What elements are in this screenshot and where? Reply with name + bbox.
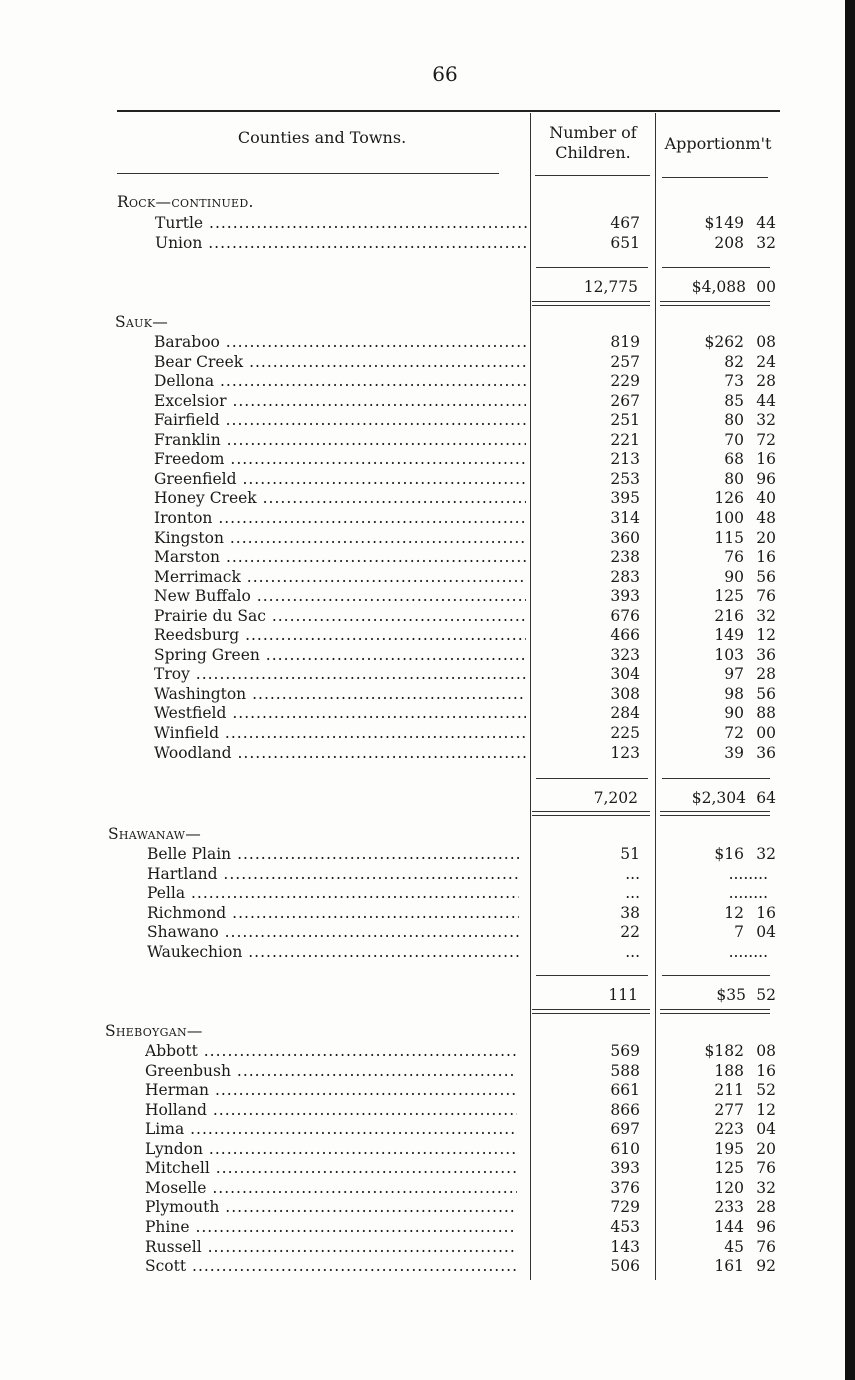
children-count: 506: [610, 1257, 640, 1276]
apportionment-dollars: 97: [724, 665, 744, 684]
children-count: ...: [625, 864, 640, 883]
header-underline-apportionment: [662, 177, 768, 178]
apportionment-dollars: ........: [728, 942, 768, 961]
town-name: Westfield .....: [154, 704, 526, 723]
town-name: Bear Creek .....: [154, 353, 526, 372]
table-row: [0, 744, 855, 763]
apportionment-dollars: 115: [714, 528, 744, 547]
table-row: [0, 845, 855, 864]
town-name: Marston .....: [154, 548, 526, 567]
county-heading: Sauk—: [115, 313, 169, 331]
town-name: Prairie du Sac .....: [154, 607, 526, 626]
apportionment-cents: 20: [756, 1139, 776, 1158]
children-count: 308: [610, 684, 640, 703]
table-row: [0, 704, 855, 723]
subtotal-children: 111: [608, 986, 638, 1004]
subtotal-rule-apportionment: [662, 778, 770, 779]
children-count: 360: [610, 528, 640, 547]
apportionment-cents: 52: [756, 1081, 776, 1100]
table-row: [0, 509, 855, 528]
table-row: [0, 923, 855, 942]
children-count: 393: [610, 587, 640, 606]
double-rule-children: [532, 811, 650, 816]
children-count: 866: [610, 1100, 640, 1119]
town-name: Hartland .....: [147, 865, 519, 884]
county-heading: Shawanaw—: [108, 825, 202, 843]
subtotal-rule-children: [536, 267, 648, 268]
apportionment-dollars: 161: [714, 1257, 744, 1276]
table-row: [0, 1179, 855, 1198]
apportionment-cents: 56: [756, 567, 776, 586]
apportionment-dollars: 90: [724, 704, 744, 723]
apportionment-cents: 32: [756, 233, 776, 252]
children-count: 376: [610, 1178, 640, 1197]
town-name: Waukechion .....: [147, 943, 519, 962]
apportionment-cents: 20: [756, 528, 776, 547]
apportionment-dollars: 72: [724, 724, 744, 742]
children-count: 610: [610, 1139, 640, 1158]
table-row: [0, 607, 855, 626]
table-row: [0, 548, 855, 567]
children-count: 393: [610, 1159, 640, 1178]
apportionment-cents: 28: [756, 1198, 776, 1217]
children-count: 267: [610, 391, 640, 410]
table-row: [0, 529, 855, 548]
apportionment-dollars: 208: [714, 233, 744, 252]
subtotal-dollars: $4,088: [691, 278, 746, 296]
children-count: 251: [610, 411, 640, 430]
table-row: [0, 450, 855, 469]
children-count: 467: [610, 214, 640, 232]
apportionment-cents: 16: [756, 450, 776, 469]
apportionment-dollars: 120: [714, 1178, 744, 1197]
children-count: 651: [610, 233, 640, 252]
apportionment-dollars: 80: [724, 411, 744, 430]
subtotal-dollars: $2,304: [691, 789, 746, 807]
children-count: 257: [610, 352, 640, 371]
table-row: [0, 353, 855, 372]
town-name: Fairfield .....: [154, 411, 526, 430]
apportionment-dollars: 277: [714, 1100, 744, 1119]
apportionment-cents: 76: [756, 1159, 776, 1178]
apportionment-dollars: 211: [714, 1081, 744, 1100]
double-rule-apportionment: [660, 301, 770, 306]
subtotal-rule-children: [536, 778, 648, 779]
apportionment-dollars: 188: [714, 1061, 744, 1080]
town-name: Shawano .....: [147, 923, 519, 942]
town-name: Kingston .....: [154, 529, 526, 548]
table-row: [0, 884, 855, 903]
children-count: 697: [610, 1120, 640, 1139]
apportionment-cents: 04: [756, 1120, 776, 1139]
town-name: Union .....: [155, 234, 527, 253]
children-count: 221: [610, 430, 640, 449]
table-row: [0, 1101, 855, 1120]
town-name: Woodland .....: [154, 744, 526, 763]
children-count: 661: [610, 1081, 640, 1100]
children-count: ...: [625, 942, 640, 961]
county-heading: Rock—continued.: [117, 193, 254, 211]
town-name: Scott .....: [145, 1257, 517, 1276]
table-row: [0, 587, 855, 606]
children-count: 676: [610, 606, 640, 625]
apportionment-dollars: 45: [724, 1237, 744, 1256]
apportionment-dollars: 7: [734, 923, 744, 942]
header-apportionment: Apportionm't: [664, 134, 772, 153]
town-name: Winfield .....: [154, 724, 526, 743]
apportionment-cents: 24: [756, 352, 776, 371]
town-name: Lima .....: [145, 1120, 517, 1139]
apportionment-cents: 00: [756, 724, 776, 742]
children-count: 283: [610, 567, 640, 586]
town-name: Ironton .....: [154, 509, 526, 528]
table-row: [0, 214, 855, 233]
table-row: [0, 943, 855, 962]
apportionment-dollars: 80: [724, 469, 744, 488]
apportionment-cents: 92: [756, 1257, 776, 1276]
children-count: 304: [610, 665, 640, 684]
table-row: [0, 333, 855, 352]
children-count: 238: [610, 548, 640, 567]
children-count: 143: [610, 1237, 640, 1256]
apportionment-cents: 96: [756, 469, 776, 488]
header-number-of-children: [534, 123, 652, 163]
apportionment-dollars: 195: [714, 1139, 744, 1158]
apportionment-dollars: 149: [714, 626, 744, 645]
apportionment-dollars: 125: [714, 587, 744, 606]
children-count: 323: [610, 645, 640, 664]
town-name: Honey Creek .....: [154, 489, 526, 508]
town-name: Abbott .....: [145, 1042, 517, 1061]
subtotal-children: 7,202: [593, 789, 638, 807]
table-row: [0, 626, 855, 645]
subtotal-rule-apportionment: [662, 975, 770, 976]
children-count: ...: [625, 884, 640, 903]
children-count: 22: [620, 923, 640, 942]
apportionment-dollars: 85: [724, 391, 744, 410]
apportionment-dollars: ........: [728, 864, 768, 883]
town-name: Holland .....: [145, 1101, 517, 1120]
apportionment-dollars: $149: [704, 214, 744, 232]
apportionment-cents: 32: [756, 606, 776, 625]
town-name: Belle Plain .....: [147, 845, 519, 864]
table-row: [0, 665, 855, 684]
apportionment-dollars: 98: [724, 684, 744, 703]
table-row: [0, 1140, 855, 1159]
town-name: Lyndon .....: [145, 1140, 517, 1159]
apportionment-cents: 16: [756, 548, 776, 567]
apportionment-cents: 76: [756, 1237, 776, 1256]
table-row: [0, 1062, 855, 1081]
children-count: 51: [620, 845, 640, 863]
apportionment-dollars: 216: [714, 606, 744, 625]
town-name: Troy .....: [154, 665, 526, 684]
apportionment-cents: 16: [756, 903, 776, 922]
apportionment-dollars: $182: [704, 1042, 744, 1060]
table-row: [0, 431, 855, 450]
children-count: 253: [610, 469, 640, 488]
children-count: 314: [610, 508, 640, 527]
apportionment-cents: 28: [756, 372, 776, 391]
town-name: Greenfield .....: [154, 470, 526, 489]
subtotal-rule-children: [536, 975, 648, 976]
table-row: [0, 1257, 855, 1276]
apportionment-cents: 44: [756, 391, 776, 410]
town-name: Dellona .....: [154, 372, 526, 391]
header-number-line-1: Number of: [549, 123, 637, 142]
town-name: Spring Green .....: [154, 646, 526, 665]
children-count: 284: [610, 704, 640, 723]
children-count: 453: [610, 1217, 640, 1236]
town-name: Reedsburg .....: [154, 626, 526, 645]
table-row: [0, 1238, 855, 1257]
table-row: [0, 685, 855, 704]
table-row: [0, 1218, 855, 1237]
town-name: Plymouth .....: [145, 1198, 517, 1217]
town-name: Phine .....: [145, 1218, 517, 1237]
double-rule-children: [532, 1009, 650, 1014]
top-rule: [117, 110, 780, 112]
table-row: [0, 1159, 855, 1178]
apportionment-cents: 12: [756, 1100, 776, 1119]
county-heading: Sheboygan—: [105, 1022, 203, 1040]
town-name: Excelsior .....: [154, 392, 526, 411]
apportionment-dollars: 126: [714, 489, 744, 508]
table-row: [0, 470, 855, 489]
subtotal-dollars: $35: [716, 986, 746, 1004]
header-number-line-2: Children.: [555, 143, 631, 162]
apportionment-cents: 56: [756, 684, 776, 703]
apportionment-dollars: 233: [714, 1198, 744, 1217]
table-row: [0, 489, 855, 508]
subtotal-cents: 00: [756, 278, 776, 296]
apportionment-cents: 88: [756, 704, 776, 723]
header-underline-number: [535, 175, 650, 176]
apportionment-dollars: 68: [724, 450, 744, 469]
apportionment-cents: 48: [756, 508, 776, 527]
apportionment-dollars: 144: [714, 1217, 744, 1236]
town-name: Turtle .....: [155, 214, 527, 233]
table-row: [0, 411, 855, 430]
children-count: 729: [610, 1198, 640, 1217]
apportionment-cents: 76: [756, 587, 776, 606]
apportionment-dollars: 125: [714, 1159, 744, 1178]
apportionment-dollars: 73: [724, 372, 744, 391]
apportionment-dollars: $262: [704, 333, 744, 351]
apportionment-dollars: $16: [714, 845, 744, 863]
subtotal-row: [0, 985, 855, 1005]
town-name: Pella .....: [147, 884, 519, 903]
double-rule-apportionment: [660, 1009, 770, 1014]
apportionment-cents: 36: [756, 743, 776, 762]
table-row: [0, 646, 855, 665]
apportionment-dollars: 70: [724, 430, 744, 449]
table-row: [0, 568, 855, 587]
subtotal-children: 12,775: [583, 278, 638, 296]
apportionment-dollars: 223: [714, 1120, 744, 1139]
table-row: [0, 865, 855, 884]
town-name: Washington .....: [154, 685, 526, 704]
apportionment-cents: 08: [756, 333, 776, 351]
town-name: Greenbush .....: [145, 1062, 517, 1081]
children-count: 38: [620, 903, 640, 922]
apportionment-cents: 32: [756, 411, 776, 430]
apportionment-dollars: ........: [728, 884, 768, 903]
page-number: 66: [432, 62, 458, 86]
town-name: Freedom .....: [154, 450, 526, 469]
subtotal-row: [0, 277, 855, 297]
apportionment-cents: 08: [756, 1042, 776, 1060]
apportionment-cents: 44: [756, 214, 776, 232]
town-name: New Buffalo .....: [154, 587, 526, 606]
children-count: 225: [610, 724, 640, 742]
children-count: 466: [610, 626, 640, 645]
apportionment-dollars: 90: [724, 567, 744, 586]
apportionment-cents: 36: [756, 645, 776, 664]
town-name: Moselle .....: [145, 1179, 517, 1198]
apportionment-cents: 72: [756, 430, 776, 449]
apportionment-dollars: 12: [724, 903, 744, 922]
town-name: Richmond .....: [147, 904, 519, 923]
table-row: [0, 234, 855, 253]
children-count: 229: [610, 372, 640, 391]
apportionment-dollars: 76: [724, 548, 744, 567]
town-name: Merrimack .....: [154, 568, 526, 587]
apportionment-cents: 32: [756, 845, 776, 863]
children-count: 213: [610, 450, 640, 469]
town-name: Baraboo .....: [154, 333, 526, 352]
children-count: 569: [610, 1042, 640, 1060]
apportionment-dollars: 100: [714, 508, 744, 527]
apportionment-cents: 40: [756, 489, 776, 508]
children-count: 123: [610, 743, 640, 762]
town-name: Herman .....: [145, 1081, 517, 1100]
table-row: [0, 1198, 855, 1217]
apportionment-cents: 12: [756, 626, 776, 645]
town-name: Franklin .....: [154, 431, 526, 450]
town-name: Mitchell .....: [145, 1159, 517, 1178]
apportionment-cents: 16: [756, 1061, 776, 1080]
header-underline-left: [117, 173, 499, 174]
children-count: 395: [610, 489, 640, 508]
apportionment-cents: 28: [756, 665, 776, 684]
double-rule-children: [532, 301, 650, 306]
apportionment-dollars: 39: [724, 743, 744, 762]
table-row: [0, 904, 855, 923]
subtotal-cents: 64: [756, 789, 776, 807]
table-row: [0, 1042, 855, 1061]
apportionment-cents: 04: [756, 923, 776, 942]
table-row: [0, 1120, 855, 1139]
header-counties-towns: Counties and Towns.: [237, 128, 407, 147]
table-row: [0, 392, 855, 411]
subtotal-cents: 52: [756, 986, 776, 1004]
children-count: 588: [610, 1061, 640, 1080]
table-row: [0, 724, 855, 743]
apportionment-cents: 32: [756, 1178, 776, 1197]
town-name: Russell .....: [145, 1238, 517, 1257]
children-count: 819: [610, 333, 640, 351]
subtotal-row: [0, 788, 855, 808]
table-row: [0, 1081, 855, 1100]
apportionment-cents: 96: [756, 1217, 776, 1236]
apportionment-dollars: 82: [724, 352, 744, 371]
apportionment-dollars: 103: [714, 645, 744, 664]
subtotal-rule-apportionment: [662, 267, 770, 268]
double-rule-apportionment: [660, 811, 770, 816]
table-row: [0, 372, 855, 391]
